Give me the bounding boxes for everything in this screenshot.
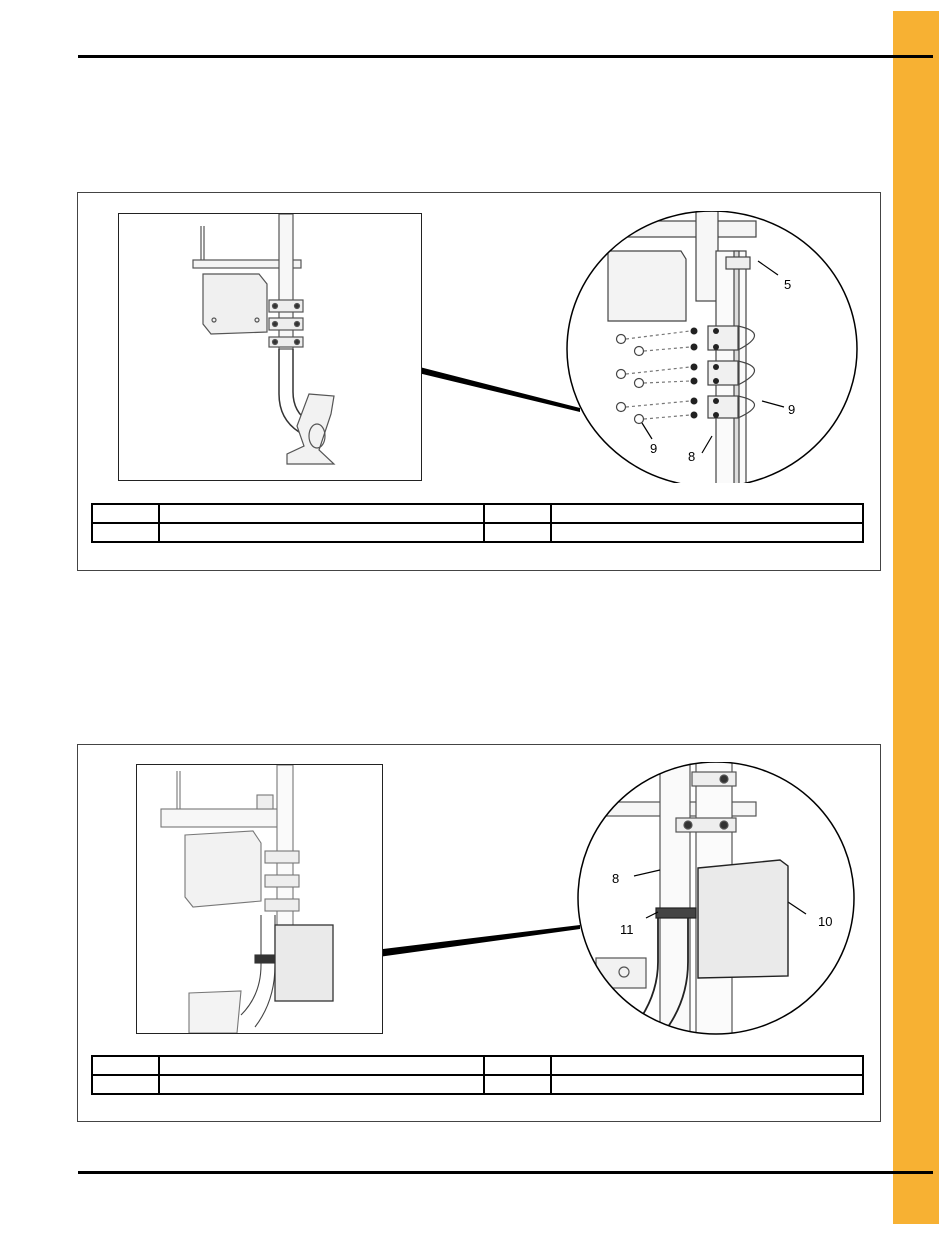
table-cell (159, 523, 484, 542)
side-tab (893, 11, 939, 1224)
table-cell (92, 1075, 159, 1094)
callout-8: 8 (612, 871, 620, 886)
table-cell (484, 1056, 551, 1075)
figure-1-detail-image (566, 211, 880, 483)
figure-1-parts-table (91, 503, 864, 543)
callout-5: 5 (784, 277, 792, 292)
figure-2-overview-image (136, 764, 383, 1034)
figure-2-parts-table (91, 1055, 864, 1095)
table-cell (484, 523, 551, 542)
table-cell (92, 523, 159, 542)
table-row (92, 1056, 863, 1075)
footer-rule (78, 1171, 933, 1174)
table-cell (92, 504, 159, 523)
callout-9-right: 9 (788, 402, 796, 417)
table-cell (551, 1056, 863, 1075)
table-row (92, 504, 863, 523)
callout-8: 8 (688, 449, 696, 464)
table-cell (92, 1056, 159, 1075)
header-rule (78, 55, 933, 58)
table-cell (484, 504, 551, 523)
figure-1-overview-image (118, 213, 422, 481)
table-cell (159, 1056, 484, 1075)
figure-2-detail-image (576, 762, 866, 1037)
table-row (92, 523, 863, 542)
table-row (92, 1075, 863, 1094)
callout-10: 10 (818, 914, 833, 929)
table-cell (484, 1075, 551, 1094)
table-cell (551, 1075, 863, 1094)
table-cell (159, 1075, 484, 1094)
table-cell (551, 523, 863, 542)
table-cell (551, 504, 863, 523)
callout-11: 11 (620, 922, 634, 937)
callout-9-left: 9 (650, 441, 658, 456)
table-cell (159, 504, 484, 523)
